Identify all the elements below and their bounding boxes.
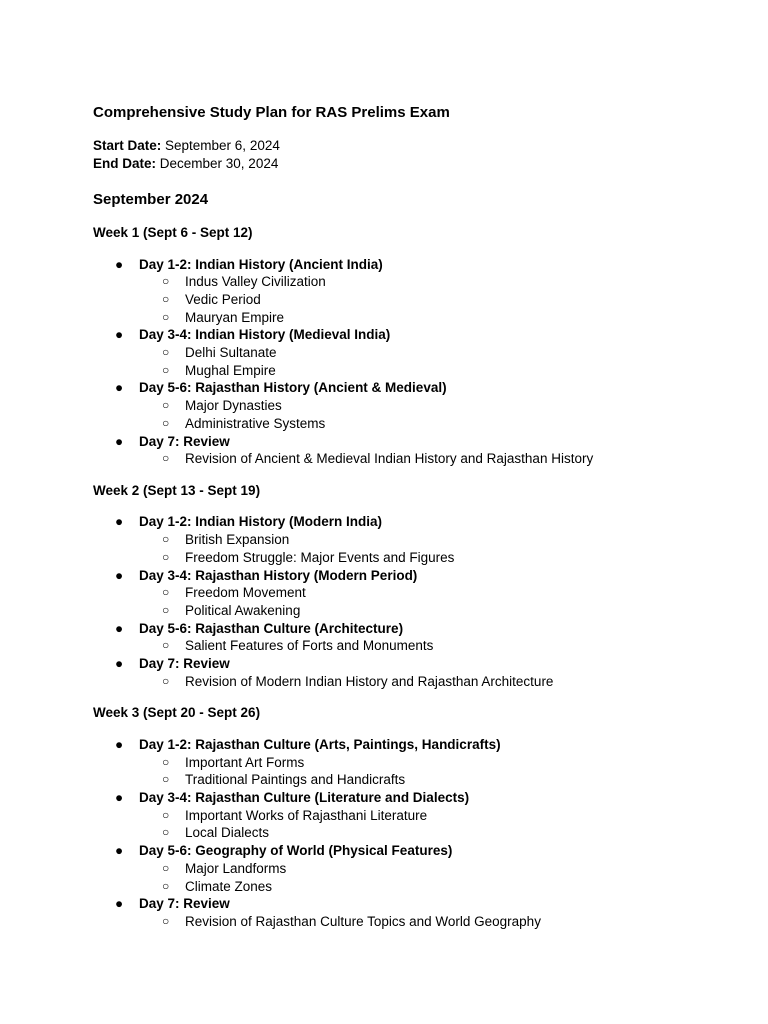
topic-list bbox=[139, 584, 733, 619]
topic-text: Local Dialects bbox=[185, 825, 270, 841]
day-label: Day 5-6: Geography of World (Physical Features) bbox=[139, 843, 453, 859]
bullet-icon: ● bbox=[115, 896, 124, 912]
topic-list bbox=[139, 673, 733, 691]
topic-text: Revision of Modern Indian History and Rajasthan Architecture bbox=[185, 673, 554, 689]
circle-bullet-icon: ○ bbox=[162, 415, 170, 430]
start-date-line bbox=[93, 137, 733, 155]
start-date-label: Start Date: bbox=[93, 138, 162, 153]
day-label: Day 3-4: Rajasthan History (Modern Period) bbox=[139, 567, 418, 583]
circle-bullet-icon: ○ bbox=[162, 345, 170, 360]
bullet-icon: ● bbox=[115, 620, 124, 636]
circle-bullet-icon: ○ bbox=[162, 549, 170, 564]
topic-item bbox=[139, 362, 733, 380]
topic-text: Mauryan Empire bbox=[185, 309, 285, 325]
topic-text: Traditional Paintings and Handicrafts bbox=[185, 772, 406, 788]
day-label: Day 5-6: Rajasthan Culture (Architecture) bbox=[139, 620, 404, 636]
topic-item bbox=[139, 673, 733, 691]
circle-bullet-icon: ○ bbox=[162, 754, 170, 769]
bullet-icon: ● bbox=[115, 433, 124, 449]
day-item bbox=[93, 567, 733, 620]
topic-item bbox=[139, 824, 733, 842]
topic-list bbox=[139, 273, 733, 326]
day-item bbox=[93, 379, 733, 432]
circle-bullet-icon: ○ bbox=[162, 602, 170, 617]
topic-list bbox=[139, 450, 733, 468]
topic-list bbox=[139, 754, 733, 789]
day-label: Day 1-2: Indian History (Ancient India) bbox=[139, 256, 383, 272]
topic-list bbox=[139, 807, 733, 842]
circle-bullet-icon: ○ bbox=[162, 532, 170, 547]
topic-item bbox=[139, 415, 733, 433]
month-heading: September 2024 bbox=[93, 191, 209, 208]
topic-list bbox=[139, 344, 733, 379]
week-heading: Week 1 (Sept 6 - Sept 12) bbox=[93, 225, 253, 240]
day-item bbox=[93, 895, 733, 930]
topic-item bbox=[139, 344, 733, 362]
topic-text: Revision of Ancient & Medieval Indian History and Rajasthan History bbox=[185, 451, 594, 467]
day-item bbox=[93, 789, 733, 842]
day-label: Day 3-4: Indian History (Medieval India) bbox=[139, 327, 391, 343]
bullet-icon: ● bbox=[115, 380, 124, 396]
day-item bbox=[93, 256, 733, 327]
topic-item bbox=[139, 309, 733, 327]
topic-list bbox=[139, 860, 733, 895]
end-date-line bbox=[93, 155, 733, 173]
bullet-icon: ● bbox=[115, 256, 124, 272]
topic-text: Revision of Rajasthan Culture Topics and World Geography bbox=[185, 914, 541, 929]
day-item bbox=[93, 433, 733, 468]
day-label: Day 1-2: Indian History (Modern India) bbox=[139, 514, 383, 530]
topic-text: Political Awakening bbox=[185, 602, 301, 618]
day-list bbox=[93, 256, 733, 468]
day-item bbox=[93, 513, 733, 566]
day-list bbox=[93, 513, 733, 690]
topic-item bbox=[139, 754, 733, 772]
start-date-value: September 6, 2024 bbox=[161, 138, 280, 153]
bullet-icon: ● bbox=[115, 790, 124, 806]
day-label: Day 7: Review bbox=[139, 896, 230, 912]
topic-item bbox=[139, 549, 733, 567]
topic-item bbox=[139, 878, 733, 896]
topic-item bbox=[139, 771, 733, 789]
bullet-icon: ● bbox=[115, 736, 124, 752]
topic-item bbox=[139, 531, 733, 549]
topic-text: Mughal Empire bbox=[185, 362, 276, 378]
date-range bbox=[93, 137, 733, 172]
bullet-icon: ● bbox=[115, 567, 124, 583]
circle-bullet-icon: ○ bbox=[162, 825, 170, 840]
circle-bullet-icon: ○ bbox=[162, 362, 170, 377]
circle-bullet-icon: ○ bbox=[162, 807, 170, 822]
day-item bbox=[93, 326, 733, 379]
circle-bullet-icon: ○ bbox=[162, 772, 170, 787]
topic-text: Delhi Sultanate bbox=[185, 345, 277, 361]
topic-list bbox=[139, 913, 733, 931]
bullet-icon: ● bbox=[115, 514, 124, 530]
topic-text: British Expansion bbox=[185, 532, 290, 548]
circle-bullet-icon: ○ bbox=[162, 914, 170, 928]
circle-bullet-icon: ○ bbox=[162, 398, 170, 413]
topic-text: Major Landforms bbox=[185, 860, 287, 876]
topic-list bbox=[139, 397, 733, 432]
circle-bullet-icon: ○ bbox=[162, 291, 170, 306]
circle-bullet-icon: ○ bbox=[162, 274, 170, 289]
topic-list bbox=[139, 637, 733, 655]
topic-item bbox=[139, 273, 733, 291]
topic-text: Important Art Forms bbox=[185, 754, 305, 770]
topic-item bbox=[139, 807, 733, 825]
day-label: Day 1-2: Rajasthan Culture (Arts, Paintings, Handicrafts) bbox=[139, 736, 501, 752]
day-item bbox=[93, 620, 733, 655]
circle-bullet-icon: ○ bbox=[162, 585, 170, 600]
week-heading: Week 3 (Sept 20 - Sept 26) bbox=[93, 705, 261, 721]
week-heading: Week 2 (Sept 13 - Sept 19) bbox=[93, 482, 261, 498]
topic-text: Climate Zones bbox=[185, 878, 273, 894]
circle-bullet-icon: ○ bbox=[162, 878, 170, 893]
topic-item bbox=[139, 450, 733, 468]
topic-list bbox=[139, 531, 733, 566]
circle-bullet-icon: ○ bbox=[162, 860, 170, 875]
topic-text: Indus Valley Civilization bbox=[185, 274, 326, 290]
topic-text: Salient Features of Forts and Monuments bbox=[185, 638, 434, 654]
topic-item bbox=[139, 913, 733, 931]
topic-item bbox=[139, 291, 733, 309]
topic-text: Major Dynasties bbox=[185, 398, 282, 414]
bullet-icon: ● bbox=[115, 327, 124, 343]
document-title: Comprehensive Study Plan for RAS Prelims Exam bbox=[93, 104, 450, 121]
topic-item bbox=[139, 584, 733, 602]
day-item bbox=[93, 655, 733, 690]
day-label: Day 7: Review bbox=[139, 433, 230, 449]
day-list bbox=[93, 736, 733, 931]
topic-item bbox=[139, 602, 733, 620]
circle-bullet-icon: ○ bbox=[162, 451, 170, 466]
day-label: Day 7: Review bbox=[139, 656, 230, 672]
bullet-icon: ● bbox=[115, 656, 124, 672]
topic-item bbox=[139, 860, 733, 878]
day-label: Day 5-6: Rajasthan History (Ancient & Medieval) bbox=[139, 380, 447, 396]
topic-item bbox=[139, 397, 733, 415]
day-item bbox=[93, 736, 733, 789]
document-body bbox=[93, 103, 733, 931]
topic-text: Vedic Period bbox=[185, 291, 261, 307]
bullet-icon: ● bbox=[115, 843, 124, 859]
topic-item bbox=[139, 637, 733, 655]
day-label: Day 3-4: Rajasthan Culture (Literature and Dialects) bbox=[139, 790, 470, 806]
topic-text: Important Works of Rajasthani Literature bbox=[185, 807, 428, 823]
topic-text: Freedom Movement bbox=[185, 585, 306, 601]
end-date-value: December 30, 2024 bbox=[156, 155, 279, 171]
circle-bullet-icon: ○ bbox=[162, 638, 170, 653]
circle-bullet-icon: ○ bbox=[162, 673, 170, 688]
day-item bbox=[93, 842, 733, 895]
circle-bullet-icon: ○ bbox=[162, 309, 170, 324]
weeks-container bbox=[93, 224, 733, 931]
topic-text: Administrative Systems bbox=[185, 415, 326, 431]
end-date-label: End Date: bbox=[93, 155, 157, 171]
topic-text: Freedom Struggle: Major Events and Figures bbox=[185, 549, 455, 565]
